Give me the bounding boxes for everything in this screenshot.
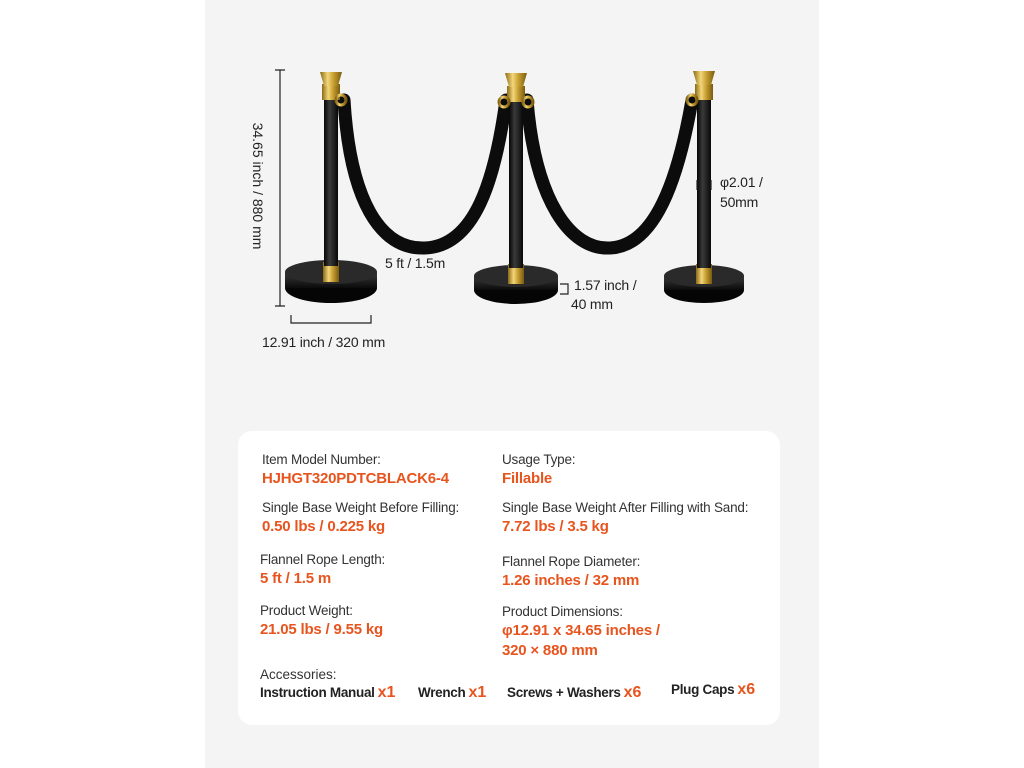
accessory-name: Screws + Washers [507, 685, 621, 700]
accessory-item [260, 684, 395, 702]
height-dimension-label: 34.65 inch / 880 mm [250, 122, 266, 250]
rope-left [344, 100, 506, 248]
spec-rope-diameter [502, 553, 640, 591]
rope-right [527, 100, 692, 248]
accessory-name: Wrench [418, 685, 466, 700]
spec-product-dimensions [502, 603, 660, 661]
spec-label: Single Base Weight After Filling with Sand: [502, 500, 749, 515]
spec-value: 0.50 lbs / 0.225 kg [262, 518, 385, 535]
pole-diameter-label-line1: φ2.01 / [720, 174, 763, 190]
spec-value-line1: φ12.91 x 34.65 inches / [502, 622, 660, 639]
accessories-title: Accessories: [260, 667, 337, 682]
base-width-label: 12.91 inch / 320 mm [262, 334, 386, 350]
base-height-label-line1: 1.57 inch / [574, 277, 637, 293]
spec-value: 1.26 inches / 32 mm [502, 572, 640, 589]
base-height-label-line2: 40 mm [571, 296, 613, 312]
spec-product-weight [260, 602, 383, 640]
spec-model [262, 451, 449, 489]
spec-label: Flannel Rope Length: [260, 552, 386, 567]
spec-value: 7.72 lbs / 3.5 kg [502, 518, 609, 535]
spec-label: Product Weight: [260, 603, 353, 618]
accessory-qty: x1 [468, 684, 487, 701]
accessory-qty: x6 [623, 684, 642, 701]
spec-value: 21.05 lbs / 9.55 kg [260, 621, 383, 638]
spec-label: Single Base Weight Before Filling: [262, 500, 460, 515]
spec-weight-after [502, 499, 748, 537]
spec-label: Flannel Rope Diameter: [502, 554, 641, 569]
accessory-name: Instruction Manual [260, 685, 375, 700]
accessory-item [418, 684, 486, 702]
spec-usage [502, 451, 575, 489]
pole-diameter-label-line2: 50mm [720, 194, 759, 210]
spec-label: Product Dimensions: [502, 604, 623, 619]
spec-weight-before [262, 499, 459, 537]
spec-card [238, 431, 780, 725]
rope-length-label: 5 ft / 1.5m [385, 255, 446, 271]
accessory-qty: x1 [377, 684, 396, 701]
spec-value-line2: 320 × 880 mm [502, 642, 598, 659]
accessory-item [507, 684, 641, 702]
spec-value: 5 ft / 1.5 m [260, 570, 331, 587]
spec-value: HJHGT320PDTCBLACK6-4 [262, 470, 449, 487]
accessory-qty: x6 [737, 681, 756, 698]
accessory-item [671, 681, 755, 699]
accessory-name: Plug Caps [671, 682, 735, 697]
spec-label: Usage Type: [502, 452, 576, 467]
spec-rope-length [260, 551, 385, 589]
spec-value: Fillable [502, 470, 553, 487]
spec-label: Item Model Number: [262, 452, 381, 467]
